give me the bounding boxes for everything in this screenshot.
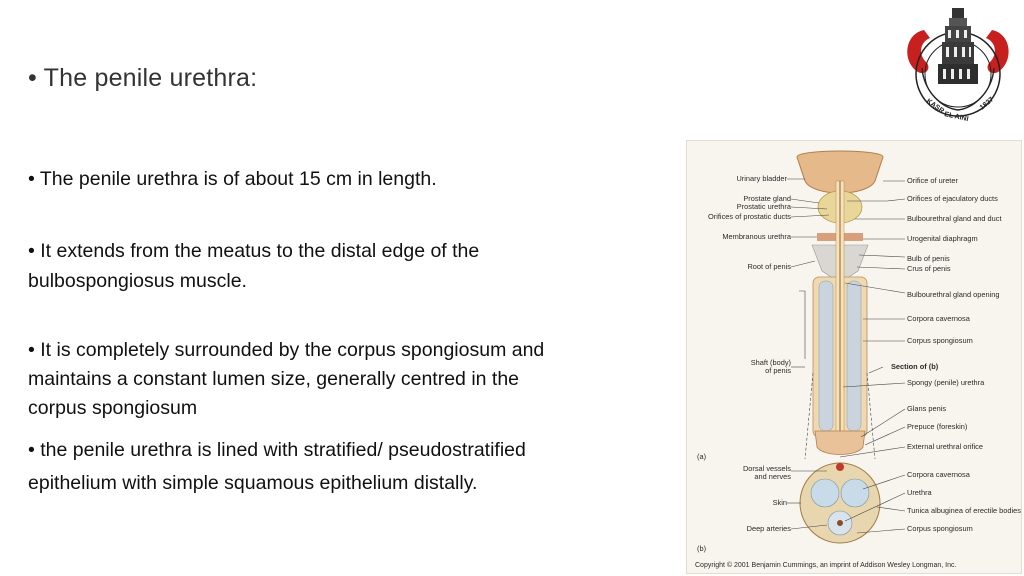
label-membranous-urethra: Membranous urethra	[722, 232, 791, 241]
svg-text:KASR: KASR	[924, 97, 946, 116]
label-shaft-line2: of penis	[765, 366, 791, 375]
label-deep-arteries: Deep arteries	[746, 524, 791, 533]
label-glans-penis: Glans penis	[907, 404, 947, 413]
label-crus-of-penis: Crus of penis	[907, 264, 951, 273]
bullet-epithelium	[28, 434, 526, 500]
kasr-el-aini-logo	[902, 2, 1014, 132]
label-orifices-ejaculatory: Orifices of ejaculatory ducts	[907, 194, 998, 203]
kasr-el-aini-tower-logo-icon	[902, 2, 1014, 132]
slide-title: • The penile urethra:	[28, 64, 258, 92]
bullet-surrounded	[28, 336, 544, 423]
label-spongy-urethra: Spongy (penile) urethra	[907, 378, 985, 387]
bullet-extent-line2: bulbospongiosus muscle.	[28, 270, 247, 292]
label-orifice-ureter: Orifice of ureter	[907, 176, 958, 185]
label-urogenital-diaphragm: Urogenital diaphragm	[907, 234, 978, 243]
label-corpora-cavernosa-b: Corpora cavernosa	[907, 470, 970, 479]
svg-text:1827: 1827	[978, 96, 996, 112]
bullet-surrounded-line2: maintains a constant lumen size, generally centred in the	[28, 368, 520, 390]
svg-text:EL AINI: EL AINI	[943, 111, 970, 124]
label-prepuce: Prepuce (foreskin)	[907, 422, 968, 431]
label-dorsal-line2: and nerves	[754, 472, 791, 481]
label-shaft-line1: Shaft (body)	[750, 358, 791, 367]
bullet-length	[28, 164, 437, 194]
bullet-surrounded-line1: • It is completely surrounded by the corpus spongiosum and	[28, 339, 545, 361]
label-section-of-b: Section of (b)	[891, 362, 939, 371]
bullet-epithelium-line1: • the penile urethra is lined with stratified/ pseudostratified	[28, 439, 526, 461]
label-bulbourethral-gland-duct: Bulbourethral gland and duct	[907, 214, 1002, 223]
label-orifices-prostatic-ducts: Orifices of prostatic ducts	[708, 212, 791, 221]
bullet-extent	[28, 236, 479, 296]
bullet-length-text: • The penile urethra is of about 15 cm in length.	[28, 168, 437, 190]
figure-copyright: Copyright © 2001 Benjamin Cummings, an imprint of Addison Wesley Longman, Inc.	[695, 562, 957, 569]
label-urinary-bladder: Urinary bladder	[736, 174, 787, 183]
label-root-of-penis: Root of penis	[747, 262, 791, 271]
label-urethra: Urethra	[907, 488, 932, 497]
label-external-orifice: External urethral orifice	[907, 442, 983, 451]
label-tunica-albuginea: Tunica albuginea of erectile bodies	[907, 506, 1021, 515]
bullet-surrounded-line3: corpus spongiosum	[28, 397, 198, 419]
label-prostate-gland: Prostate gland	[743, 194, 791, 203]
label-panel-a: (a)	[697, 452, 707, 461]
label-bulbourethral-opening: Bulbourethral gland opening	[907, 290, 1000, 299]
label-dorsal-line1: Dorsal vessels	[742, 464, 791, 473]
label-corpora-cavernosa: Corpora cavernosa	[907, 314, 970, 323]
label-skin: Skin	[772, 498, 787, 507]
label-panel-b: (b)	[697, 544, 707, 553]
penile-urethra-figure	[686, 140, 1022, 574]
label-bulb-of-penis: Bulb of penis	[907, 254, 950, 263]
label-prostatic-urethra: Prostatic urethra	[736, 202, 791, 211]
label-corpus-spongiosum-b: Corpus spongiosum	[907, 524, 973, 533]
bullet-extent-line1: • It extends from the meatus to the distal edge of the	[28, 240, 480, 262]
bullet-epithelium-line2: epithelium with simple squamous epithelium distally.	[28, 472, 478, 494]
label-corpus-spongiosum: Corpus spongiosum	[907, 336, 973, 345]
urethra-diagram	[687, 141, 1021, 573]
